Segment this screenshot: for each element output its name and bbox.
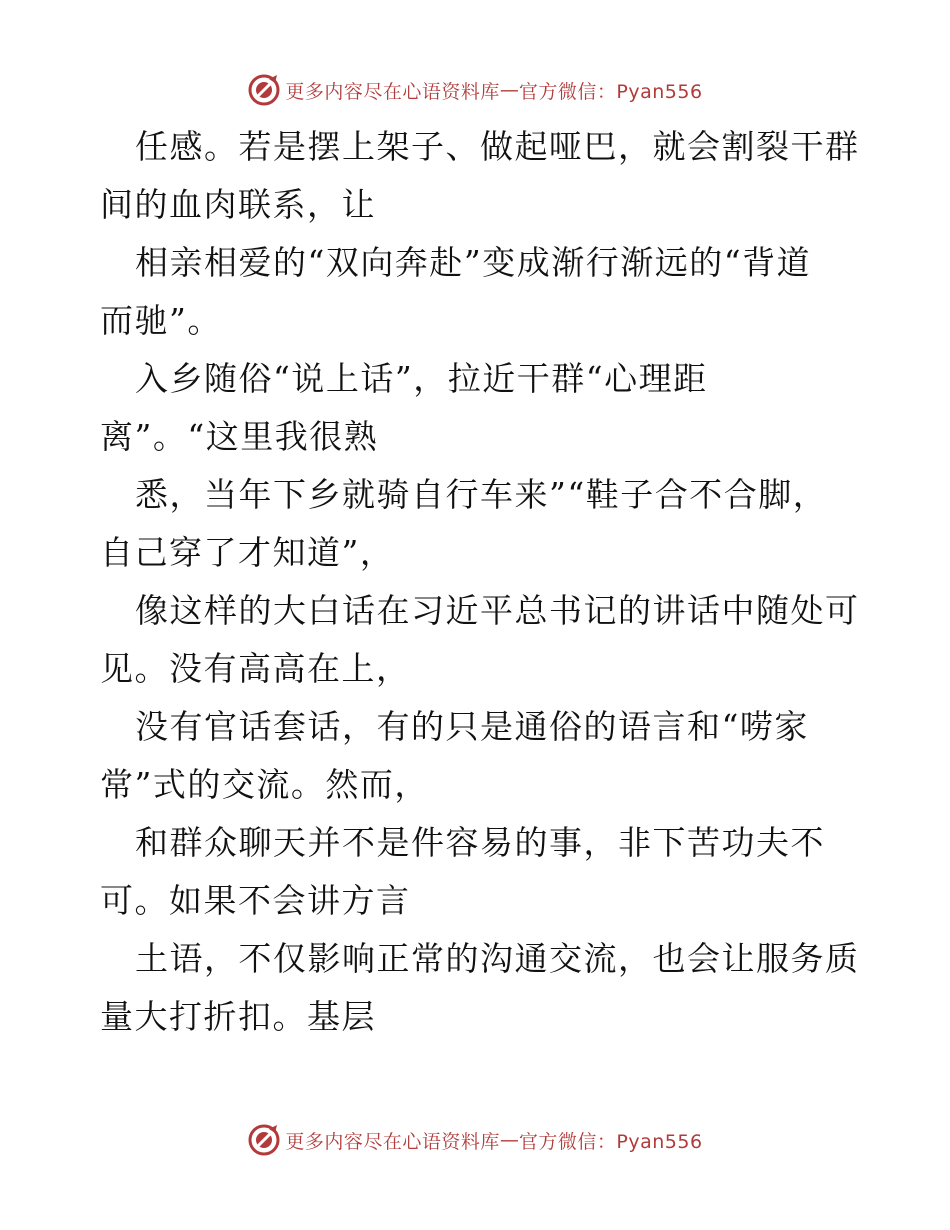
text-line: 自己穿了才知道”， (100, 533, 395, 572)
footer-banner-separator: — (499, 1129, 519, 1151)
text-line: 间的血肉联系，让 (100, 185, 376, 224)
text-line: 量大打折扣。基层 (100, 997, 376, 1036)
text-line: 离”。“这里我很熟 (100, 417, 379, 456)
header-banner (0, 70, 950, 110)
brand-logo-icon (247, 1123, 281, 1157)
text-line: 任感。若是摆上架子、做起哑巴，就会割裂干群 (135, 127, 860, 166)
text-line: 悉，当年下乡就骑自行车来”“鞋子合不合脚， (135, 475, 828, 514)
brand-logo-icon (247, 73, 281, 107)
text-line: 没有官话套话，有的只是通俗的语言和“唠家 (135, 707, 809, 746)
footer-banner-contact: 官方微信：Pyan556 (518, 1130, 703, 1153)
text-line: 而驰”。 (100, 301, 222, 340)
document-body (100, 118, 860, 1046)
text-line: 像这样的大白话在习近平总书记的讲话中随处可 (135, 591, 860, 630)
text-line: 可。如果不会讲方言 (100, 881, 411, 920)
header-banner-separator: — (499, 79, 519, 101)
footer-banner-text: 更多内容尽在心语资料库 (285, 1130, 500, 1153)
text-line: 常”式的交流。然而， (100, 765, 429, 804)
text-line: 入乡随俗“说上话”，拉近干群“心理距 (135, 359, 708, 398)
text-line: 和群众聊天并不是件容易的事，非下苦功夫不 (135, 823, 825, 862)
header-banner-text: 更多内容尽在心语资料库 (285, 80, 500, 103)
text-line: 土语，不仅影响正常的沟通交流，也会让服务质 (135, 939, 860, 978)
header-banner-contact: 官方微信：Pyan556 (518, 80, 703, 103)
footer-banner (0, 1120, 950, 1160)
text-line: 见。没有高高在上， (100, 649, 411, 688)
text-line: 相亲相爱的“双向奔赴”变成渐行渐远的“背道 (135, 243, 812, 282)
